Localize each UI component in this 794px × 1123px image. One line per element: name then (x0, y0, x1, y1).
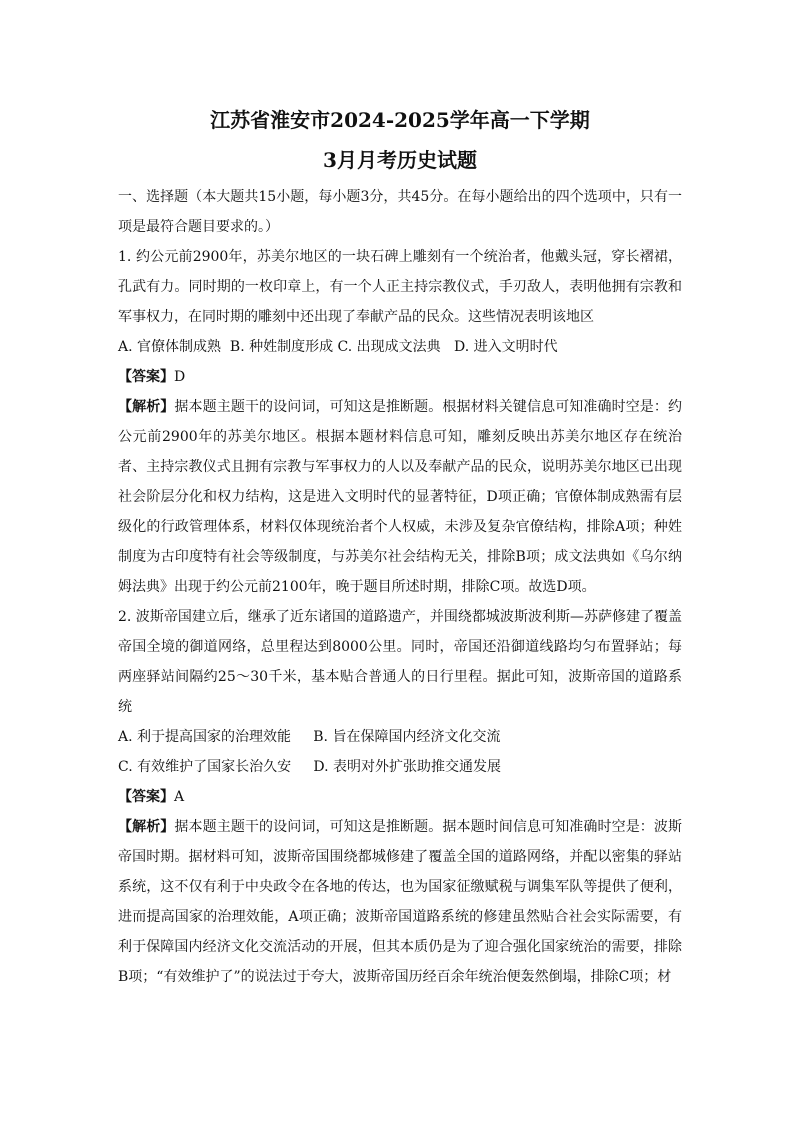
page-title: 江苏省淮安市2024-2025学年高一下学期 (210, 108, 590, 132)
answer-value: D (174, 369, 186, 385)
question-options-row-2: C. 有效维护了国家长治久安 D. 表明对外扩张助推交通发展 (118, 759, 501, 775)
question-options-row-1: A. 利于提高国家的治理效能 B. 旨在保障国内经济文化交流 (118, 729, 501, 745)
question-stem: 1. 约公元前2900年，苏美尔地区的一块石碑上雕刻有一个统治者，他戴头冠，穿长褶裙，孔武有力。同时期的一枚印章上，有一个人正主持宗教仪式，手刃敌人，表明他拥有宗教和军事权力，在同时期的雕刻中还出现了奉献产品的民众。这些情况表明该地区 (118, 249, 682, 325)
section-header: 一、选择题（本大题共15小题，每小题3分，共45分。在每小题给出的四个选项中，只有一项是最符合题目要求的。） (118, 189, 682, 235)
analysis-text: 据本题主题干的设问词，可知这是推断题。据本题时间信息可知准确时空是：波斯帝国时期。据材料可知，波斯帝国围绕都城修建了覆盖全国的道路网络，并配以密集的驿站系统，这不仅有利于中央政令在各地的传达，也为国家征缴赋税与调集军队等提供了便利，进而提高国家的治理效能，A项正确；波斯帝国道路系统的修建虽然贴合社会实际需要，有利于保障国内经济文化交流活动的开展，但其本质仍是为了迎合强化国家统治的需要，排除B项；“有效维护了”的说法过于夸大，波斯帝国历经百余年统治便轰然倒塌，排除C项；材 (118, 819, 683, 985)
analysis-label: 【解析】 (118, 399, 175, 415)
question-options: A. 官僚体制成熟 B. 种姓制度形成 C. 出现成文法典 D. 进入文明时代 (118, 339, 558, 355)
question-stem: 2. 波斯帝国建立后，继承了近东诸国的道路遗产，并围绕都城波斯波利斯—苏萨修建了覆盖帝国全境的御道网络，总里程达到8000公里。同时，帝国还沿御道线路均匀布置驿站；每两座驿站间隔约25～30千米，基本贴合普通人的日行里程。据此可知，波斯帝国的道路系统 (118, 609, 682, 715)
answer-label: 【答案】 (118, 369, 174, 385)
analysis-paragraph (118, 392, 682, 602)
page-subtitle: 3月月考历史试题 (323, 148, 477, 172)
answer-value: A (174, 789, 185, 805)
analysis-label: 【解析】 (118, 819, 175, 835)
answer-line (118, 782, 682, 812)
analysis-text: 据本题主题干的设问词，可知这是推断题。根据材料关键信息可知准确时空是：约公元前2900年的苏美尔地区。根据本题材料信息可知，雕刻反映出苏美尔地区存在统治者、主持宗教仪式且拥有宗教与军事权力的人以及奉献产品的民众，说明苏美尔地区已出现社会阶层分化和权力结构，这是进入文明时代的显著特征，D项正确；官僚体制成熟需有层级化的行政管理体系，材料仅体现统治者个人权威，未涉及复杂官僚结构，排除A项；种姓制度为古印度特有社会等级制度，与苏美尔社会结构无关，排除B项；成文法典如《乌尔纳姆法典》出现于约公元前2100年，晚于题目所述时期，排除C项。故选D项。 (118, 399, 683, 595)
answer-label: 【答案】 (118, 789, 174, 805)
question-2 (118, 602, 682, 992)
answer-line (118, 362, 682, 392)
analysis-paragraph (118, 812, 682, 992)
question-1 (118, 242, 682, 602)
